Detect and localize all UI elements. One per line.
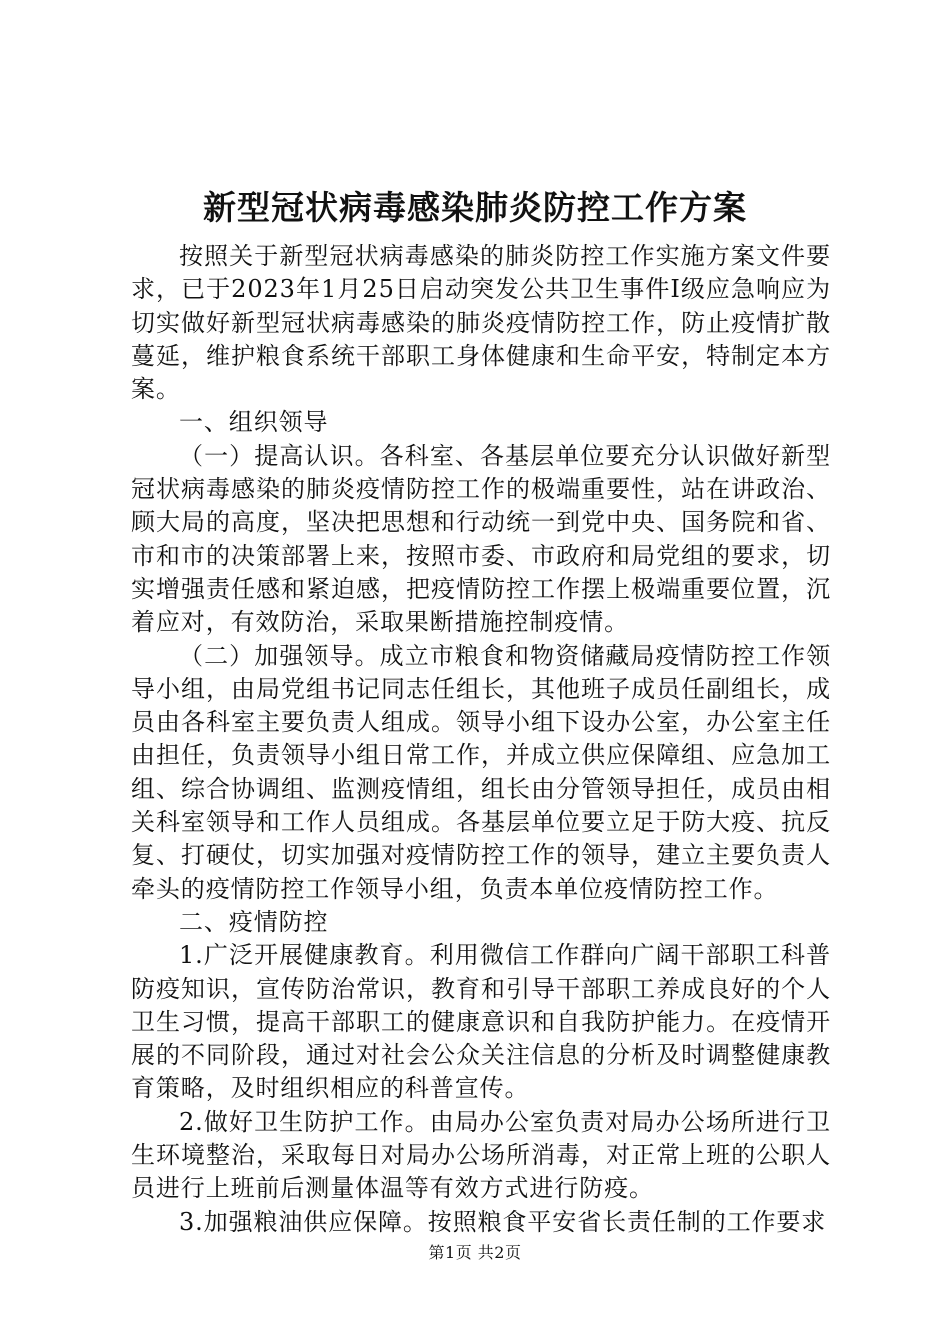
paragraph-raise-awareness: （一）提高认识。各科室、各基层单位要充分认识做好新型冠状病毒感染的肺炎疫情防控工作的极端重要性，站在讲政治、顾大局的高度，坚决把思想和行动统一到党中央、国务院和省、市和市的决策部署上来，按照市委、市政府和局党组的要求，切实增强责任感和紧迫感，把疫情防控工作摆上极端重要位置，沉着应对，有效防治，采取果断措施控制疫情。 xyxy=(131,441,831,637)
paragraph-health-education: 1.广泛开展健康教育。利用微信工作群向广阔干部职工科普防疫知识，宣传防治常识，教育和引导干部职工养成良好的个人卫生习惯，提高干部职工的健康意识和自我防护能力。在疫情开展的不同阶段，通过对社会公众关注信息的分析及时调整健康教育策略，及时组织相应的科普宣传。 xyxy=(131,941,831,1103)
section-heading-epidemic-control: 二、疫情防控 xyxy=(179,907,329,936)
section-heading-organization: 一、组织领导 xyxy=(179,408,329,437)
paragraph-grain-oil-supply: 3.加强粮油供应保障。按照粮食平安省长责任制的工作要求 xyxy=(179,1207,827,1236)
paragraph-hygiene-protection: 2.做好卫生防护工作。由局办公室负责对局办公场所进行卫生环境整治，采取每日对局办公场所消毒，对正常上班的公职人员进行上班前后测量体温等有效方式进行防疫。 xyxy=(131,1107,831,1203)
page-number-footer: 第1页 共2页 xyxy=(428,1243,522,1262)
document-body xyxy=(131,240,831,1239)
intro-paragraph: 按照关于新型冠状病毒感染的肺炎防控工作实施方案文件要求，已于2023年1月25日启动突发公共卫生事件Ⅰ级应急响应为切实做好新型冠状病毒感染的肺炎疫情防控工作，防止疫情扩散蔓延，维护粮食系统干部职工身体健康和生命平安，特制定本方案。 xyxy=(131,242,831,404)
document-title: 新型冠状病毒感染肺炎防控工作方案 xyxy=(203,188,747,227)
paragraph-strengthen-leadership: （二）加强领导。成立市粮食和物资储藏局疫情防控工作领导小组，由局党组书记同志任组长，其他班子成员任副组长，成员由各科室主要负责人组成。领导小组下设办公室，办公室主任由担任，负责领导小组日常工作，并成立供应保障组、应急加工组、综合协调组、监测疫情组，组长由分管领导担任，成员由相关科室领导和工作人员组成。各基层单位要立足于防大疫、抗反复、打硬仗，切实加强对疫情防控工作的领导，建立主要负责人牵头的疫情防控工作领导小组，负责本单位疫情防控工作。 xyxy=(131,641,831,903)
